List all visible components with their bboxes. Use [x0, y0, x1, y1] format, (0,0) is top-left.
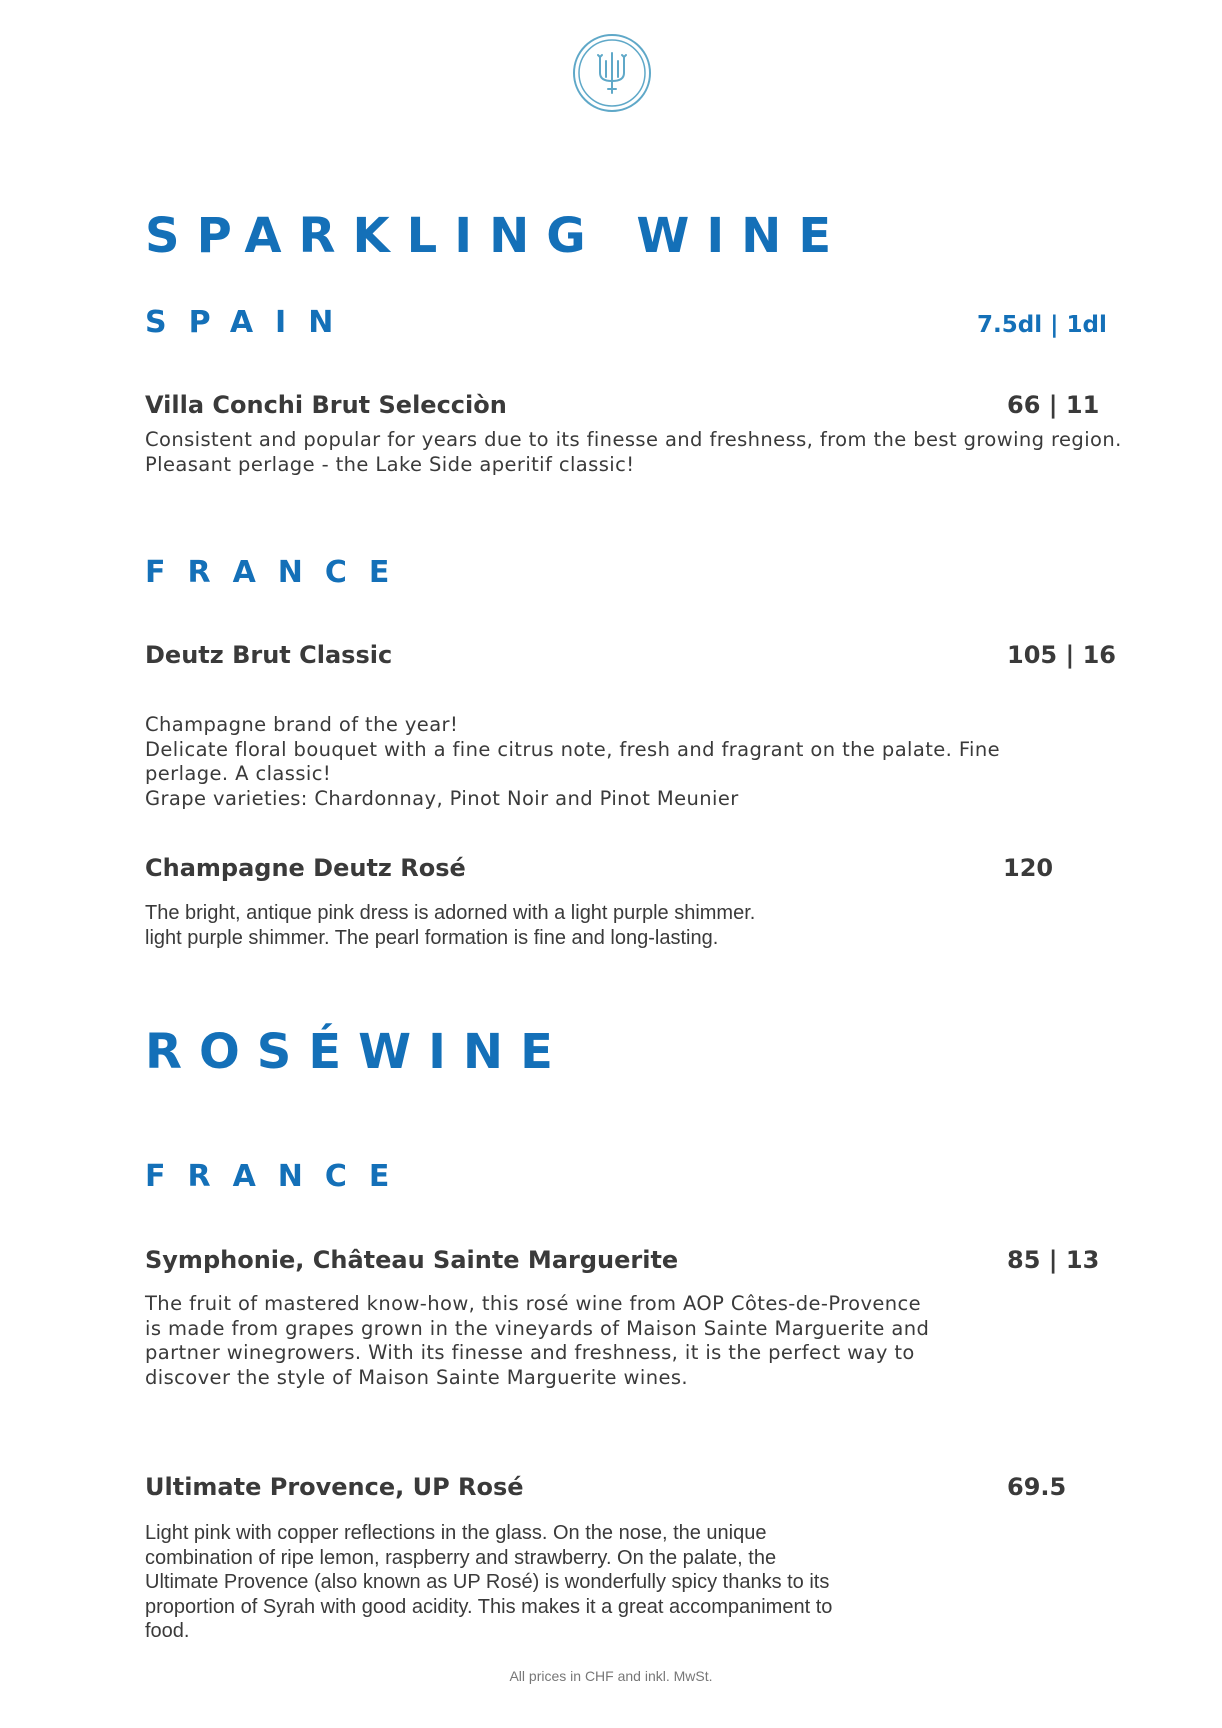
section-title-rose: ROSÉWINE: [145, 1024, 570, 1080]
wine-price-deutz-rose: 120: [1003, 854, 1054, 882]
wine-name-ultimate-provence: Ultimate Provence, UP Rosé: [145, 1473, 524, 1501]
wine-description-villa-conchi: Consistent and popular for years due to its finesse and freshness, from the best growing region. Pleasant perlage - the Lake Side aperitif classic!: [145, 428, 1122, 476]
wine-name-symphonie: Symphonie, Château Sainte Marguerite: [145, 1246, 679, 1274]
wine-price-symphonie: 85 | 13: [1007, 1246, 1100, 1274]
price-footnote: All prices in CHF and inkl. MwSt.: [509, 1668, 713, 1684]
section-title-sparkling: SPARKLING WINE: [145, 208, 849, 264]
region-title-spain: SPAIN: [145, 305, 356, 340]
wine-description-symphonie: The fruit of mastered know-how, this rosé wine from AOP Côtes-de-Provence is made from grapes grown in the vineyards of Maison Sainte Marguerite and partner winegrowers. With its finesse and freshness, it is the perfect way to discover the style of Maison Sainte Marguerite wines.: [145, 1292, 930, 1389]
volume-column-header: 7.5dl | 1dl: [977, 312, 1107, 338]
region-title-france-rose: FRANCE: [145, 1159, 412, 1194]
wine-price-ultimate-provence: 69.5: [1007, 1473, 1067, 1501]
wine-description-ultimate-provence: Light pink with copper reflections in the glass. On the nose, the unique combination of ripe lemon, raspberry and strawberry. On the palate, the Ultimate Provence (also known as UP Rosé) is wonderfully spicy thanks to its proportion of Syrah with good acidity. This makes it a great accompaniment to food.: [145, 1522, 833, 1642]
wine-name-villa-conchi: Villa Conchi Brut Selecciòn: [145, 391, 507, 419]
wine-name-deutz-brut: Deutz Brut Classic: [145, 641, 393, 669]
wine-price-deutz-brut: 105 | 16: [1007, 641, 1116, 669]
wine-description-deutz-brut: Champagne brand of the year! Delicate floral bouquet with a fine citrus note, fresh and fragrant on the palate. Fine perlage. A classic! Grape varieties: Chardonnay, Pinot Noir and Pinot Meunier: [145, 713, 1001, 810]
wine-name-deutz-rose: Champagne Deutz Rosé: [145, 854, 466, 882]
wine-description-deutz-rose: The bright, antique pink dress is adorned with a light purple shimmer. light purple shimmer. The pearl formation is fine and long-lasting.: [145, 902, 756, 949]
region-title-france: FRANCE: [145, 555, 412, 590]
trident-logo-icon: [572, 33, 652, 113]
wine-price-villa-conchi: 66 | 11: [1007, 391, 1100, 419]
